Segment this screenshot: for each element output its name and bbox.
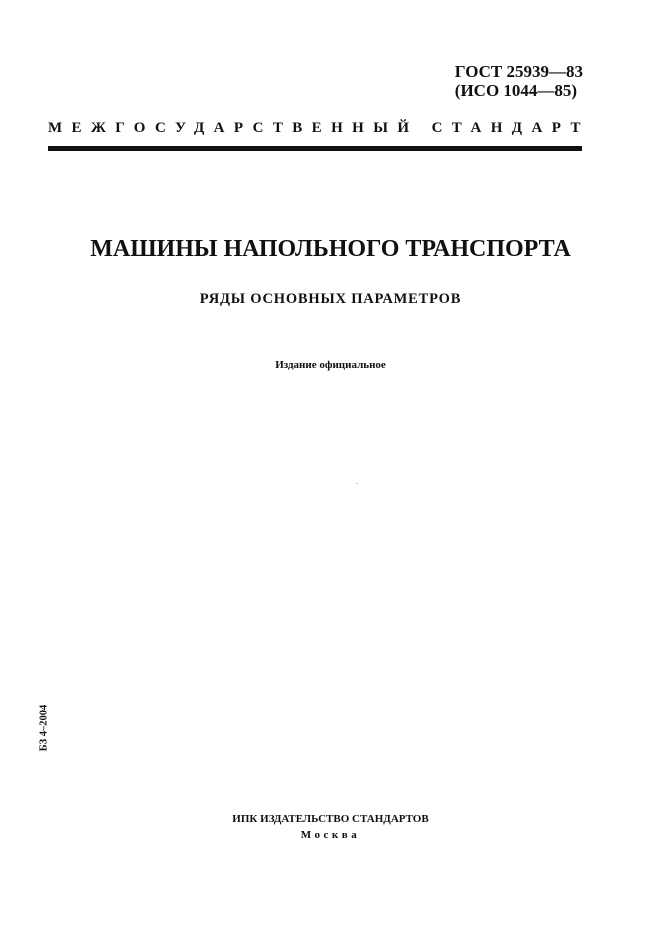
- document-subtitle: РЯДЫ ОСНОВНЫХ ПАРАМЕТРОВ: [199, 291, 462, 307]
- iso-code: (ИСО 1044—85): [454, 81, 578, 100]
- edition-note: Издание официальное: [275, 359, 386, 371]
- document-title: МАШИНЫ НАПОЛЬНОГО ТРАНСПОРТА: [90, 236, 571, 262]
- standard-code: ГОСТ 25939—83: [454, 62, 583, 81]
- standard-codes: [455, 62, 583, 100]
- print-speck: [356, 483, 358, 484]
- side-code-block: [34, 698, 54, 758]
- side-code: БЗ 4–2004: [38, 704, 50, 752]
- publisher-city: Москва: [300, 829, 361, 841]
- header-rule: [48, 146, 582, 151]
- publisher-name: ИПК ИЗДАТЕЛЬСТВО СТАНДАРТОВ: [232, 813, 429, 825]
- interstate-standard-header: МЕЖГОСУДАРСТВЕННЫЙ СТАНДАРТ: [48, 120, 590, 136]
